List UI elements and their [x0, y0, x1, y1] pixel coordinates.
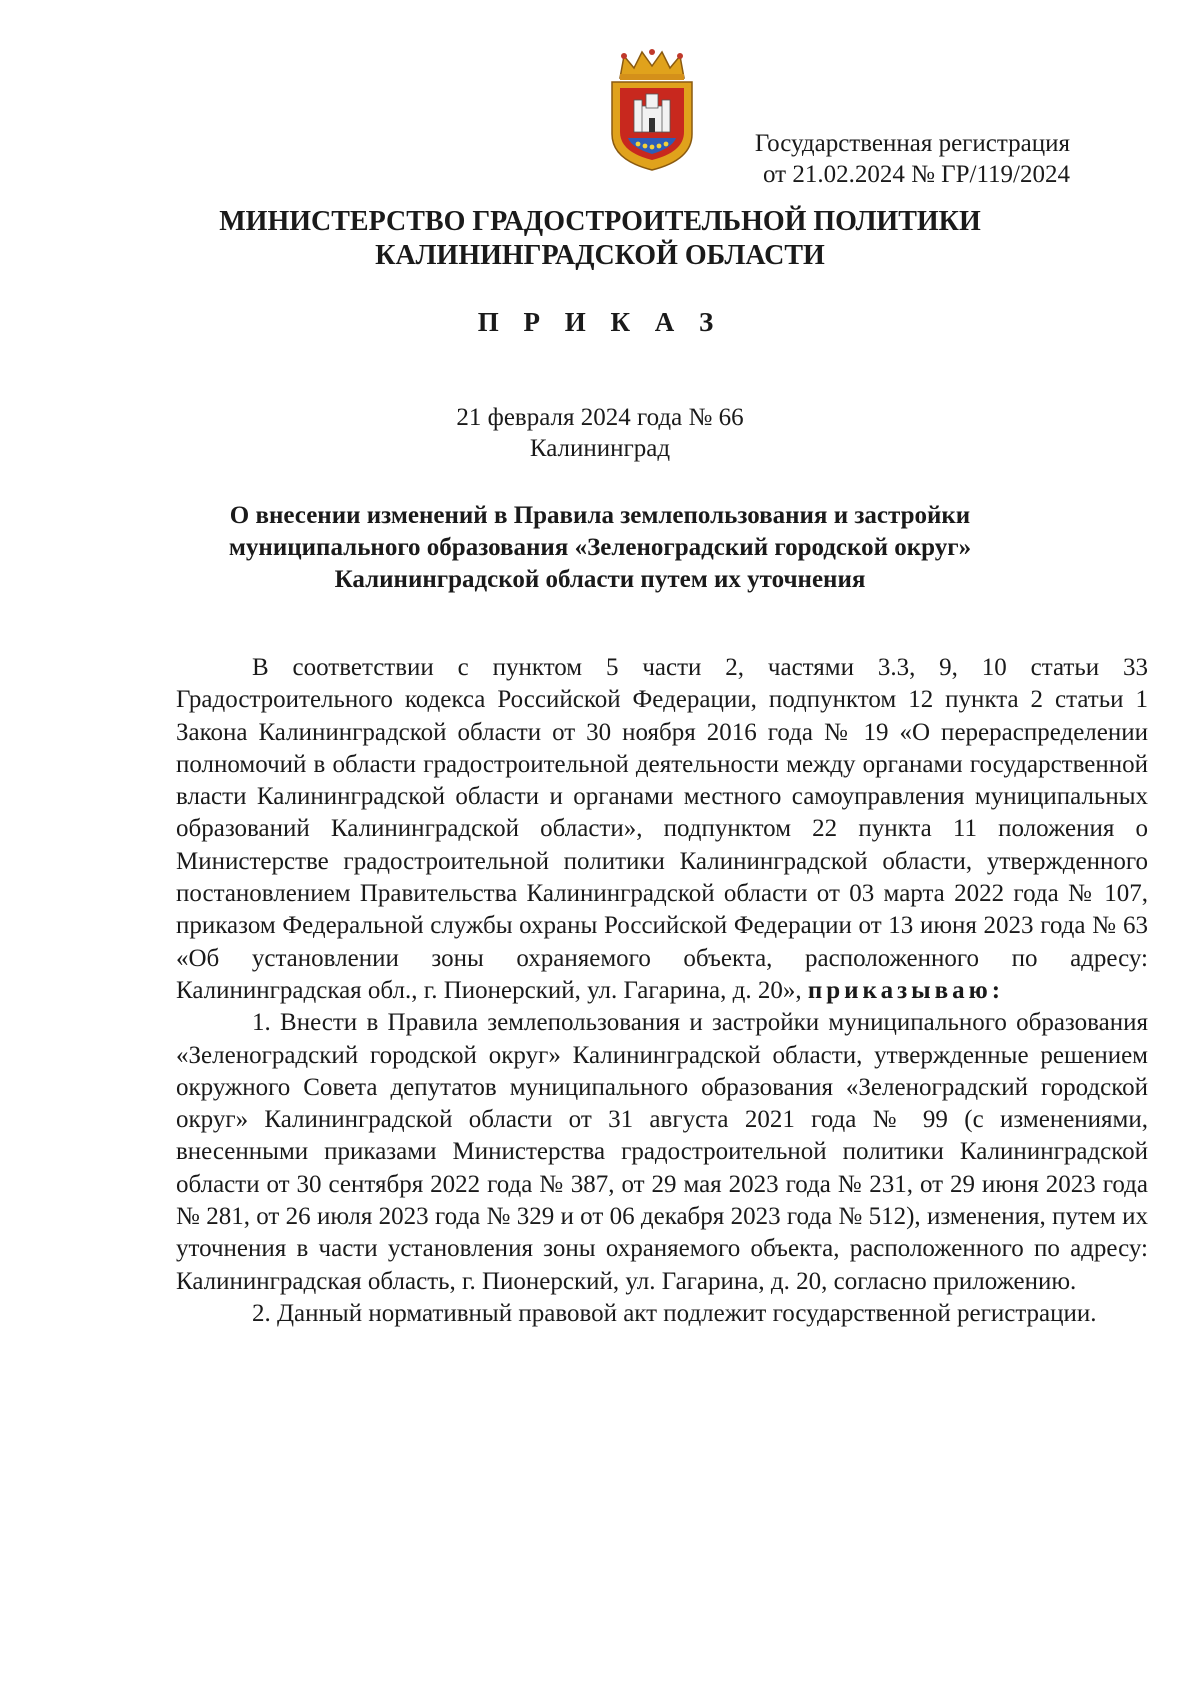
- ministry-line-1: МИНИСТЕРСТВО ГРАДОСТРОИТЕЛЬНОЙ ПОЛИТИКИ: [219, 206, 981, 237]
- decree-word: приказываю:: [807, 976, 1005, 1004]
- preamble-text: В соответствии с пунктом 5 части 2, частями 3.3, 9, 10 статьи 33 Градостроительного кодекса Российской Федерации, подпунктом 12 пункта 2 статьи 1 Закона Калининградской области от 30 ноября 2016 года № 19 «О перераспределении полномочий в области градостроительной деятельности между органами государственной власти Калининградской области и органами местного самоуправления муниципальных образований Калининградской области», подпунктом 22 пункта 11 положения о Министерстве градостроительной политики Калининградской области, утвержденного постановлением Правительства Калининградской области от 03 марта 2022 года № 107, приказом Федеральной службы охраны Российской Федерации от 13 июня 2023 года № 63 «Об установлении зоны охраняемого объекта, расположенного по адресу: Калининградская обл., г. Пионерский, ул. Гагарина, д. 20»,: [176, 654, 1148, 1004]
- order-item-2: 2. Данный нормативный правовой акт подлежит государственной регистрации.: [252, 1299, 1097, 1327]
- registration-stamp: [710, 128, 1070, 190]
- coat-of-arms-icon: [606, 48, 698, 172]
- ministry-line-2: КАЛИНИНГРАДСКОЙ ОБЛАСТИ: [375, 240, 825, 271]
- document-type: П Р И К А З: [477, 307, 723, 337]
- order-item-1: 1. Внести в Правила землепользования и застройки муниципального образования «Зеленоградский городской округ» Калининградской области, утвержденные решением окружного Совета депутатов муниципального образования «Зеленоградский городской округ» Калининградской области от 31 августа 2021 года № 99 (с изменениями, внесенными приказами Министерства градостроительной политики Калининградской области от 30 сентября 2022 года № 387, от 29 мая 2023 года № 231, от 29 июня 2023 года № 281, от 26 июля 2023 года № 329 и от 06 декабря 2023 года № 512), изменения, путем их уточнения в части установления зоны охраняемого объекта, расположенного по адресу: Калининградская область, г. Пионерский, ул. Гагарина, д. 20, согласно приложению.: [176, 1009, 1148, 1295]
- subject-line-3: Калининградской области путем их уточнения: [334, 566, 866, 593]
- registration-line-2: от 21.02.2024 № ГР/119/2024: [762, 161, 1070, 188]
- date-place-block: [0, 402, 1200, 464]
- subject-line-1: О внесении изменений в Правила землепользования и застройки: [229, 502, 971, 529]
- order-body: [176, 652, 1148, 1330]
- date-line: 21 февраля 2024 года № 66: [456, 404, 744, 431]
- ministry-name: [0, 205, 1200, 273]
- city-line: Калининград: [529, 435, 671, 462]
- preamble-paragraph: [176, 652, 1148, 1007]
- registration-line-1: Государственная регистрация: [754, 130, 1070, 157]
- subject-line-2: муниципального образования «Зеленоградский городской округ»: [228, 534, 972, 561]
- order-subject: [0, 500, 1200, 596]
